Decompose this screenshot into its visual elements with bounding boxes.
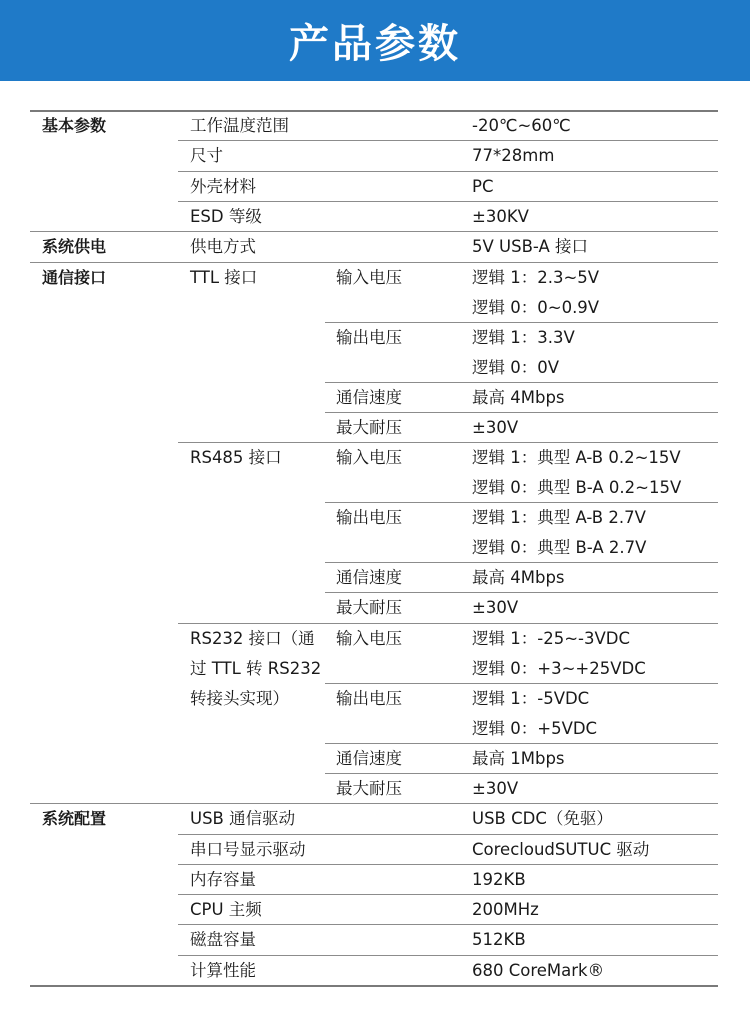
spec-row-label: 外壳材料 [190,177,256,196]
param-value: ±30V [472,418,519,437]
param-name: 输入电压 [336,629,402,648]
spec-row-value: 200MHz [472,900,539,919]
spec-row-label: 工作温度范围 [190,116,289,135]
table-rule [178,442,718,443]
param-name: 最大耐压 [336,418,402,437]
table-rule [178,201,718,202]
table-rule [178,924,718,925]
param-name: 通信速度 [336,388,402,407]
table-rule [178,894,718,895]
table-rule [325,592,718,593]
table-rule [325,502,718,503]
section-category: 系统配置 [42,809,107,828]
param-name: 最大耐压 [336,779,402,798]
param-value: 逻辑 1：-25~-3VDC [472,629,630,648]
table-rule [30,803,718,804]
spec-row-value: CorecloudSUTUC 驱动 [472,840,650,859]
spec-row-value: 5V USB-A 接口 [472,237,589,256]
param-name: 输出电压 [336,689,402,708]
spec-row-value: 680 CoreMark® [472,961,605,980]
param-value: 逻辑 0：+5VDC [472,719,598,738]
table-rule [325,743,718,744]
interface-label: RS232 接口（通过 TTL 转 RS232 转接头实现） [190,629,322,708]
param-name: 通信速度 [336,749,402,768]
page-title: 产品参数 [289,21,461,67]
section-category: 系统供电 [42,237,107,256]
param-name: 输出电压 [336,328,402,347]
table-rule [30,110,718,112]
param-value: 逻辑 0：0V [472,358,560,377]
table-rule [30,262,718,263]
spec-row-label: 计算性能 [190,961,256,980]
param-value: 最高 4Mbps [472,568,565,587]
section-category: 通信接口 [42,268,107,287]
table-rule [325,412,718,413]
table-rule [30,985,718,987]
param-value: 逻辑 1：-5VDC [472,689,590,708]
param-value: 逻辑 0：典型 B-A 2.7V [472,538,647,557]
spec-row-value: -20℃~60℃ [472,116,571,135]
param-value: 逻辑 0：0~0.9V [472,298,600,317]
table-rule [325,683,718,684]
table-rule [178,834,718,835]
spec-row-value: 512KB [472,930,526,949]
param-value: 最高 1Mbps [472,749,565,768]
interface-label: TTL 接口 [190,268,258,287]
spec-row-label: USB 通信驱动 [190,809,296,828]
spec-row-label: 内存容量 [190,870,256,889]
spec-row-label: 磁盘容量 [190,930,256,949]
spec-row-value: PC [472,177,494,196]
param-value: 逻辑 1：典型 A-B 0.2~15V [472,448,681,467]
spec-row-label: CPU 主频 [190,900,262,919]
param-value: ±30V [472,779,519,798]
param-value: 最高 4Mbps [472,388,565,407]
table-rule [178,864,718,865]
param-value: 逻辑 1：典型 A-B 2.7V [472,508,646,527]
spec-row-value: ±30KV [472,207,529,226]
param-value: 逻辑 1：3.3V [472,328,575,347]
table-rule [325,773,718,774]
table-rule [178,140,718,141]
spec-row-label: ESD 等级 [190,207,262,226]
param-value: 逻辑 0：典型 B-A 0.2~15V [472,478,682,497]
table-rule [325,562,718,563]
table-rule [325,382,718,383]
table-rule [30,231,718,232]
param-name: 输出电压 [336,508,402,527]
param-name: 输入电压 [336,268,402,287]
table-rule [178,171,718,172]
param-name: 最大耐压 [336,598,402,617]
param-name: 通信速度 [336,568,402,587]
table-rule [325,322,718,323]
spec-row-label: 串口号显示驱动 [190,840,306,859]
table-rule [178,955,718,956]
param-value: 逻辑 1：2.3~5V [472,268,600,287]
spec-row-value: 192KB [472,870,526,889]
param-value: 逻辑 0：+3~+25VDC [472,659,646,678]
spec-row-label: 尺寸 [190,146,223,165]
param-value: ±30V [472,598,519,617]
spec-row-label: 供电方式 [190,237,256,256]
section-category: 基本参数 [42,116,107,135]
interface-label: RS485 接口 [190,448,282,467]
spec-row-value: USB CDC（免驱） [472,809,613,828]
param-name: 输入电压 [336,448,402,467]
spec-row-value: 77*28mm [472,146,555,165]
